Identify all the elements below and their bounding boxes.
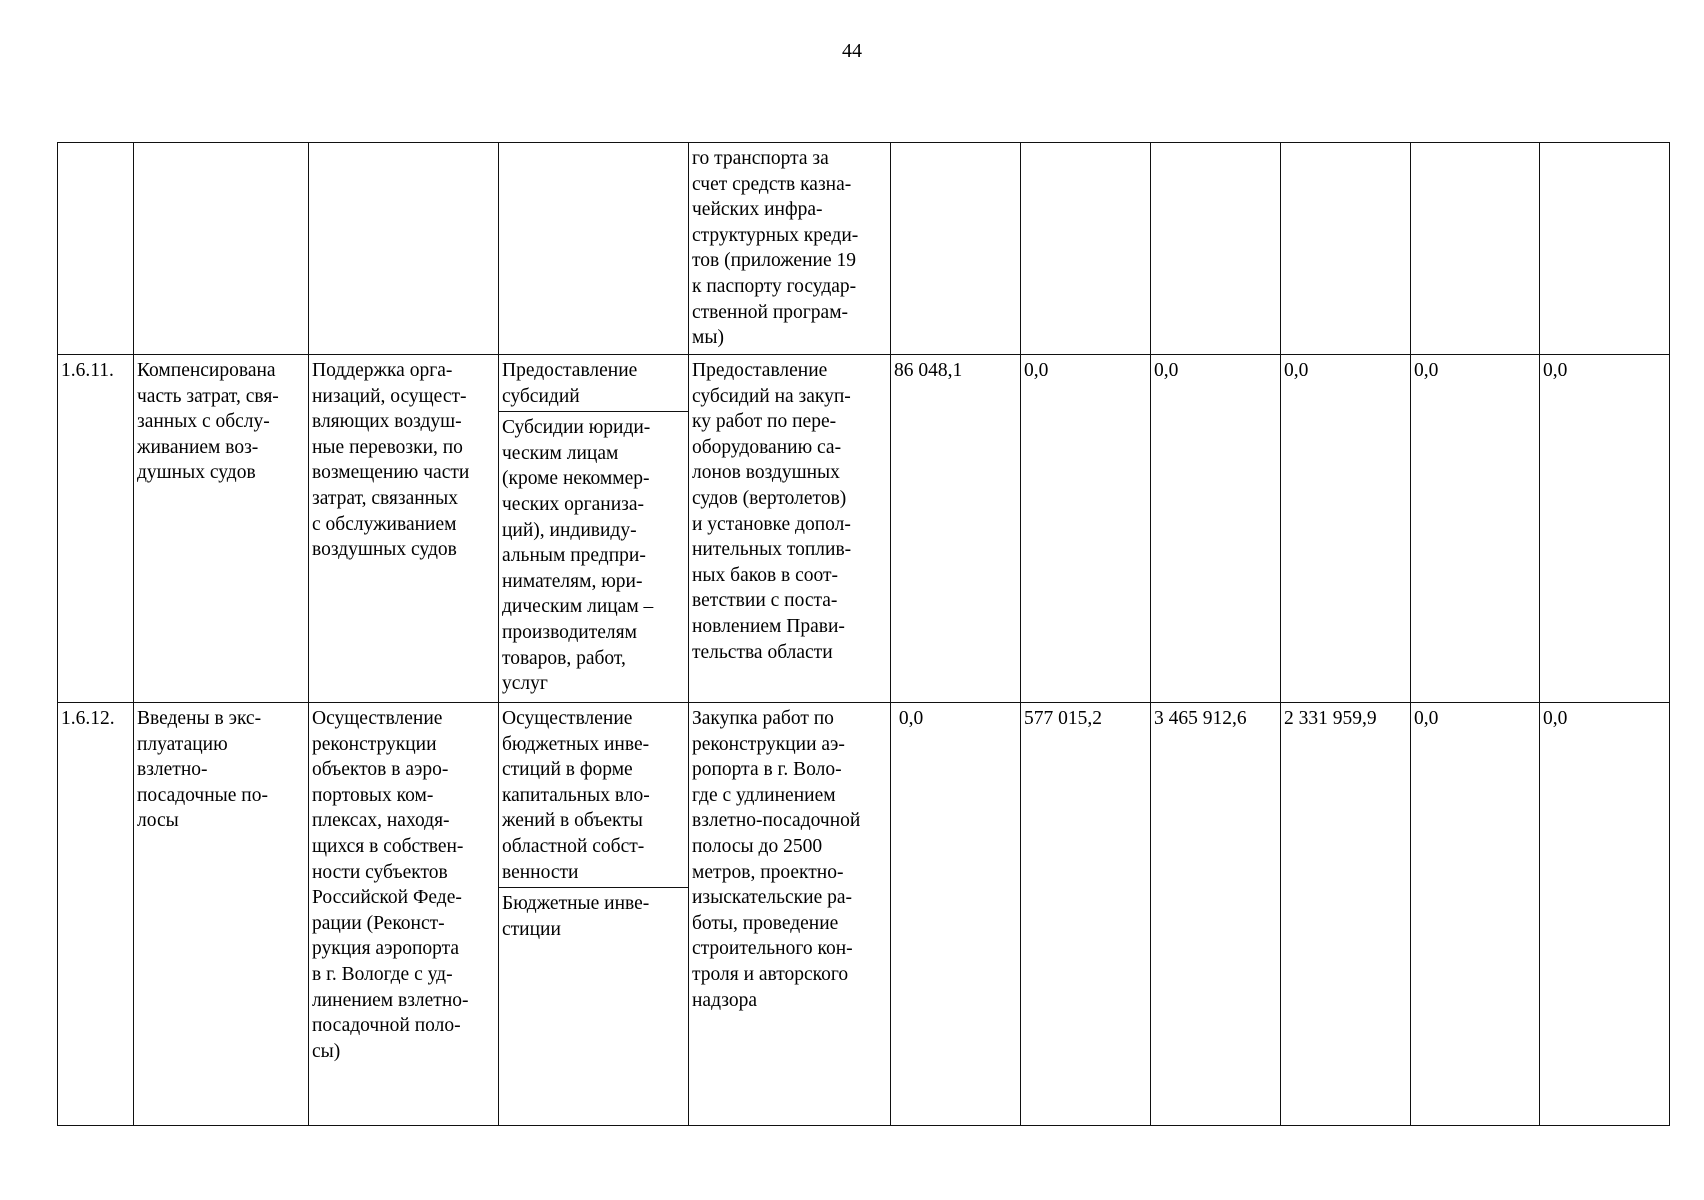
value-cell: 0,0 bbox=[1540, 703, 1670, 1126]
mechanism-detail: Субсидии юриди- ческим лицам (кроме некоммер- ческих организа- ций), индивиду- альным предпри- нимателям, юри- дическим лицам – производителям товаров, работ, услуг bbox=[499, 411, 688, 699]
cell-empty bbox=[1021, 143, 1151, 355]
row-number: 1.6.12. bbox=[58, 703, 134, 1126]
cell-empty bbox=[1281, 143, 1411, 355]
value-cell: 2 331 959,9 bbox=[1281, 703, 1411, 1126]
value-cell: 0,0 bbox=[1411, 703, 1540, 1126]
measures-table bbox=[57, 142, 1670, 1126]
row-number: 1.6.11. bbox=[58, 355, 134, 703]
measure-cell: Поддержка орга- низаций, осущест- вляющих воздуш- ные перевозки, по возмещению части затрат, связанных с обслуживанием воздушных судов bbox=[309, 355, 499, 703]
description-cell: Предоставление субсидий на закуп- ку работ по пере- оборудованию са- лонов воздушных судов (вертолетов) и установке допол- нительных топлив- ных баков в соот- ветствии с поста- новлением Прави- тельства области bbox=[689, 355, 891, 703]
cell-empty bbox=[58, 143, 134, 355]
measure-cell: Осуществление реконструкции объектов в аэро- портовых ком- плексах, находя- щихся в собствен- ности субъектов Российской Феде- рации (Реконст- рукция аэропорта в г. Вологде с уд- линением взлетно- посадочной поло- сы) bbox=[309, 703, 499, 1126]
cell-empty bbox=[1151, 143, 1281, 355]
mechanism-type: Предоставление субсидий bbox=[502, 360, 638, 407]
cell-empty bbox=[1540, 143, 1670, 355]
value-cell: 0,0 bbox=[1151, 355, 1281, 703]
result-cell: Компенсирована часть затрат, свя- занных с обслу- живанием воз- душных судов bbox=[134, 355, 309, 703]
mechanism-detail: Бюджетные инве- стиции bbox=[499, 887, 688, 944]
value-cell: 0,0 bbox=[891, 703, 1021, 1126]
cell-empty bbox=[309, 143, 499, 355]
value-cell: 577 015,2 bbox=[1021, 703, 1151, 1126]
value-cell: 3 465 912,6 bbox=[1151, 703, 1281, 1126]
mechanism-cell bbox=[499, 355, 689, 703]
table-row bbox=[58, 703, 1670, 1126]
result-cell: Введены в экс- плуатацию взлетно- посадочные по- лосы bbox=[134, 703, 309, 1126]
page-number: 44 bbox=[842, 40, 862, 62]
value-cell: 0,0 bbox=[1021, 355, 1151, 703]
value-cell: 0,0 bbox=[1281, 355, 1411, 703]
cell-empty bbox=[499, 143, 689, 355]
mechanism-type: Осуществление бюджетных инве- стиций в форме капитальных вло- жений в объекты областной собст- венности bbox=[502, 708, 650, 883]
table-row-continuation bbox=[58, 143, 1670, 355]
value-cell: 0,0 bbox=[1411, 355, 1540, 703]
description-cell: Закупка работ по реконструкции аэ- ропорта в г. Воло- где с удлинением взлетно-посадочной полосы до 2500 метров, проектно- изыскательские ра- боты, проведение строительного кон- троля и авторского надзора bbox=[689, 703, 891, 1126]
mechanism-cell bbox=[499, 703, 689, 1126]
table-row bbox=[58, 355, 1670, 703]
continuation-description: го транспорта за счет средств казна- чейских инфра- структурных креди- тов (приложение 19 к паспорту государ- ственной програм- мы) bbox=[689, 143, 891, 355]
cell-empty bbox=[891, 143, 1021, 355]
cell-empty bbox=[134, 143, 309, 355]
value-cell: 0,0 bbox=[1540, 355, 1670, 703]
value-cell: 86 048,1 bbox=[891, 355, 1021, 703]
cell-empty bbox=[1411, 143, 1540, 355]
